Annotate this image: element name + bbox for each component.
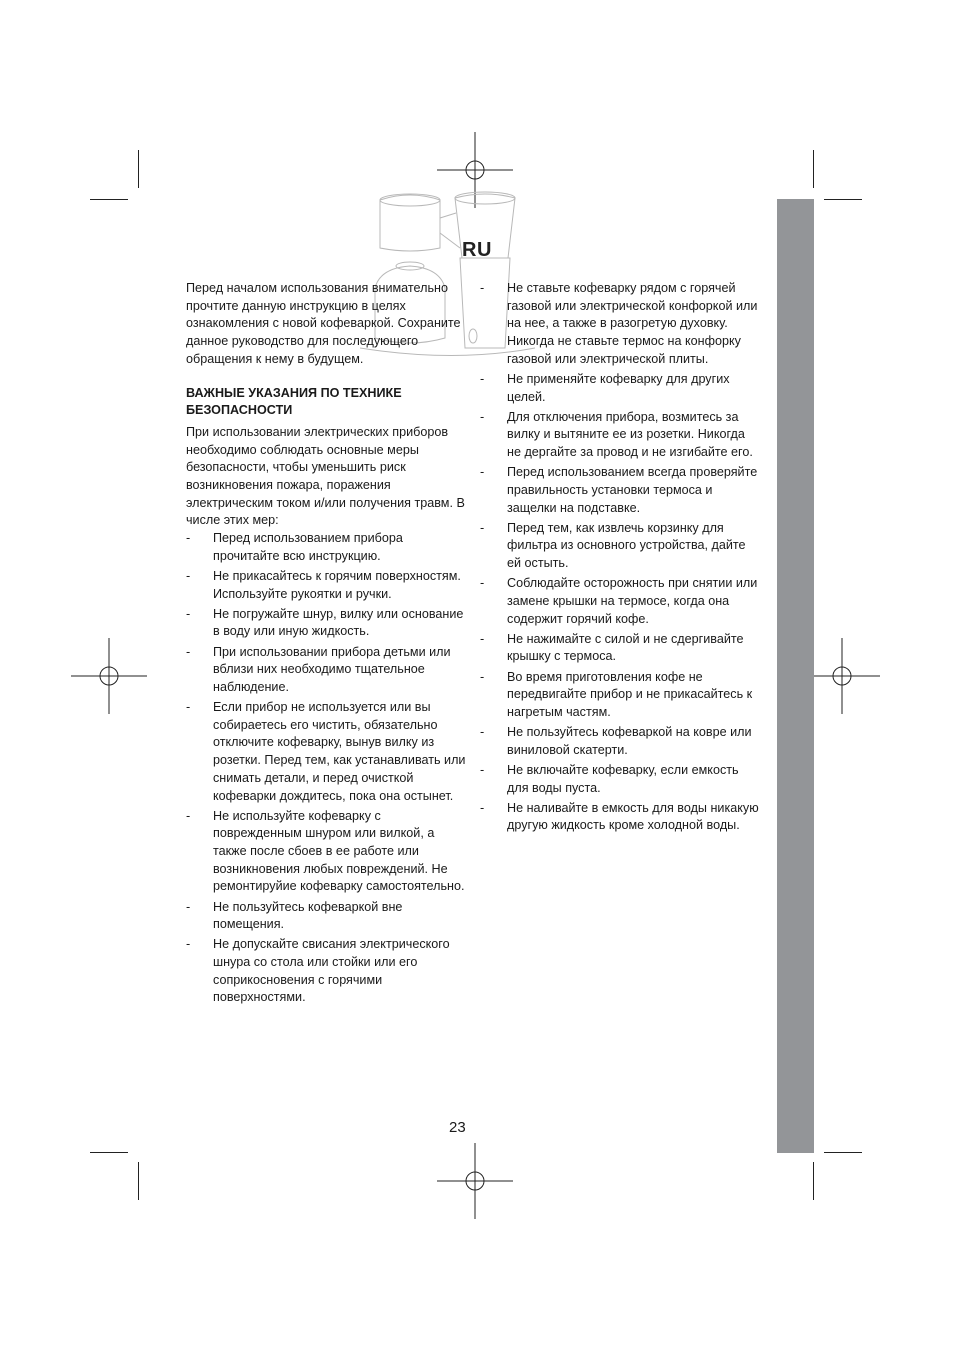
bullet-dash: - (186, 937, 191, 952)
list-item-text: Не допускайте свисания электрического шнура со стола или стойки или его соприкосновения с горячими поверхностями. (213, 937, 450, 1005)
registration-mark-icon (71, 638, 147, 714)
list-item (186, 530, 468, 565)
bullet-dash: - (186, 531, 191, 546)
registration-mark-icon (437, 1143, 513, 1219)
list-item-text: Если прибор не используется или вы собираетесь его чистить, обязательно отключите кофеварку, вынув вилку из розетки. Перед тем, как устанавливать или снимать детали, и перед очисткой кофеварки дождитесь, пока она остынет. (213, 700, 466, 803)
list-item (480, 575, 762, 628)
list-item (186, 899, 468, 934)
list-item-text: Не пользуйтесь кофеваркой вне помещения. (213, 899, 403, 932)
crop-mark (90, 199, 128, 200)
crop-mark (90, 1152, 128, 1153)
crop-mark (138, 1162, 139, 1200)
language-code: RU (462, 239, 492, 261)
list-item (186, 606, 468, 641)
bullet-dash: - (480, 409, 485, 424)
crop-mark (824, 199, 862, 200)
bullet-dash: - (480, 281, 485, 295)
crop-mark (824, 1152, 862, 1153)
crop-mark (813, 150, 814, 188)
bullet-dash: - (480, 371, 485, 386)
list-item-text: Не наливайте в емкость для воды никакую другую жидкость кроме холодной воды. (507, 800, 759, 833)
crop-mark (138, 150, 139, 188)
list-item (480, 520, 762, 573)
right-bullet-list (480, 280, 762, 835)
list-item (480, 631, 762, 666)
list-item-text: Для отключения прибора, возмитесь за вилку и вытяните ее из розетки. Никогда не дергайте за провод и не изгибайте его. (507, 409, 753, 460)
list-item-text: Не погружайте шнур, вилку или основание в воду или иную жидкость. (213, 606, 464, 639)
left-bullet-list (186, 530, 468, 1007)
list-item (480, 800, 762, 835)
bullet-dash: - (480, 800, 485, 815)
bullet-dash: - (186, 568, 191, 583)
bullet-dash: - (480, 762, 485, 777)
list-item (480, 409, 762, 462)
safety-intro: При использовании электрических приборов необходимо соблюдать основные меры безопасности, чтобы уменьшить риск возникновения пожара, поражения электрическим током и/или получения травм. В числе этих мер: (186, 424, 465, 528)
list-item (480, 669, 762, 722)
list-item-text: Перед тем, как извлечь корзинку для фильтра из основного устройства, дайте ей остыть. (507, 520, 746, 571)
bullet-dash: - (480, 576, 485, 591)
list-item (186, 568, 468, 603)
list-item-text: Не используйте кофеварку с поврежденным шнуром или вилкой, а также после сбоев в ее работе или возникновения любых повреждений. Не ремонтируйие кофеварку самостоятельно. (213, 808, 465, 894)
registration-mark-icon (804, 638, 880, 714)
bullet-dash: - (186, 606, 191, 621)
side-tab (777, 199, 814, 1153)
list-item-text: Не применяйте кофеварку для других целей. (507, 371, 730, 404)
list-item (186, 808, 468, 897)
bullet-dash: - (480, 631, 485, 646)
bullet-dash: - (186, 899, 191, 914)
list-item-text: При использовании прибора детьми или вблизи них необходимо тщательное наблюдение. (213, 644, 451, 694)
list-item (480, 371, 762, 406)
list-item-text: Во время приготовления кофе не передвигайте прибор и не прикасайтесь к нагретым частям. (507, 669, 753, 719)
list-item (480, 762, 762, 797)
bullet-dash: - (186, 644, 191, 659)
list-item-text: Не прикасайтесь к горячим поверхностям. Используйте рукоятки и ручки. (213, 568, 461, 601)
list-item (186, 936, 468, 1007)
right-column (480, 280, 762, 837)
bullet-dash: - (186, 808, 191, 823)
list-item-text: Не нажимайте с силой и не сдергивайте крышку с термоса. (507, 631, 744, 664)
intro-paragraph: Перед началом использования внимательно прочтите данную инструкцию в целях ознакомления с новой кофеваркой. Сохраните данное руководство для последующего обращения к нему в будущем. (186, 281, 461, 366)
list-item (480, 280, 762, 369)
bullet-dash: - (480, 669, 485, 684)
list-item-text: Не ставьте кофеварку рядом с горячей газовой или электрической конфоркой или на нее, а также в разогретую духовку. Никогда не ставьте термос на конфорку газовой или электрической плиты. (507, 281, 758, 366)
list-item-text: Не пользуйтесь кофеваркой на ковре или виниловой скатерти. (507, 725, 752, 757)
bullet-dash: - (480, 465, 485, 480)
list-item (480, 464, 762, 517)
bullet-dash: - (186, 700, 191, 715)
list-item-text: Перед использованием прибора прочитайте всю инструкцию. (213, 531, 403, 563)
bullet-dash: - (480, 725, 485, 739)
page-number: 23 (449, 1119, 466, 1136)
crop-mark (813, 1162, 814, 1200)
list-item-text: Соблюдайте осторожность при снятии или замене крышки на термосе, когда она содержит горячий кофе. (507, 576, 758, 626)
list-item (186, 699, 468, 805)
list-item (186, 644, 468, 697)
list-item-text: Не включайте кофеварку, если емкость для воды пуста. (507, 762, 739, 795)
bullet-dash: - (480, 520, 485, 535)
left-column (186, 280, 468, 1010)
safety-heading: ВАЖНЫЕ УКАЗАНИЯ ПО ТЕХНИКЕ БЕЗОПАСНОСТИ (186, 385, 402, 418)
list-item (480, 724, 762, 759)
list-item-text: Перед использованием всегда проверяйте правильность установки термоса и защелки на подставке. (507, 465, 758, 515)
